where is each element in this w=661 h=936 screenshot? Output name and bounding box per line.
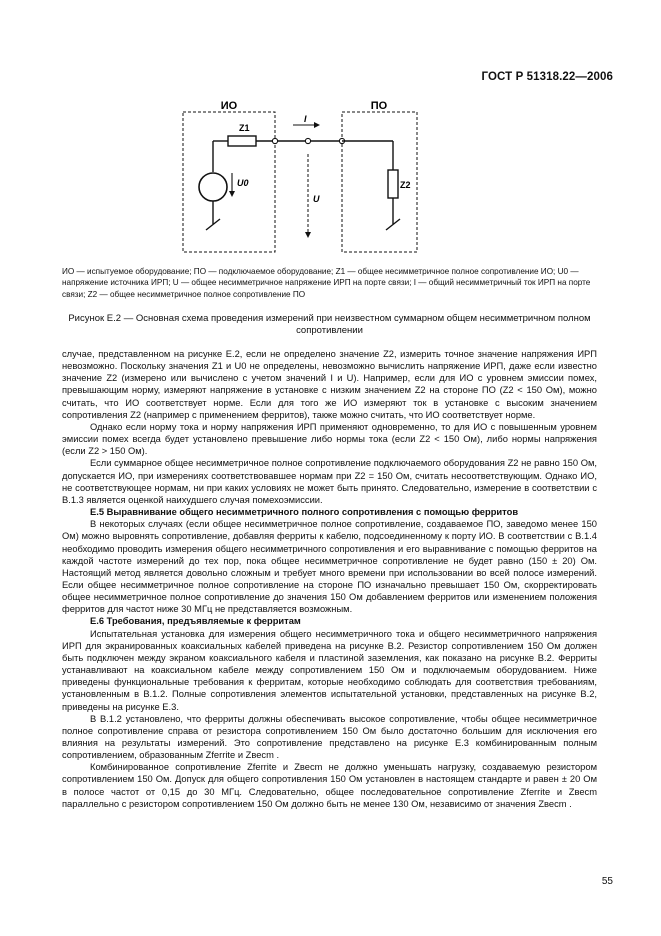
eut-label: ИО [220, 100, 238, 112]
z1-resistor [228, 136, 256, 146]
eut-box [183, 112, 275, 252]
source-symbol [199, 173, 227, 201]
u-label: U [313, 194, 320, 204]
z2-label: Z2 [400, 180, 411, 190]
figure-caption: Рисунок Е.2 — Основная схема проведения измерений при неизвестном суммарном общем несимметричном полном сопротивлении [68, 313, 591, 336]
u0-label: U0 [237, 178, 249, 188]
ae-label: ПО [370, 100, 388, 112]
figure-legend: ИО — испытуемое оборудование; ПО — подключаемое оборудование; Z1 — общее несимметричное полное сопротивление ИО; U0 — напряжение источника ИРП; U — общее несимметричное напряжение ИРП на порте связи; I — общий несимметричный ток ИРП на порте связи; Z2 — общее несимметричное полное сопротивление ПО [62, 267, 591, 299]
paragraph: В В.1.2 установлено, что ферриты должны обеспечивать высокое сопротивление, чтобы общее несимметричное полное сопротивление справа от резистора сопротивлением 150 Ом было достаточно большим для исключения его влияния на результаты измерений. Это сопротивление представлено на рисунке Е.3 комбинированным полным сопротивлением, образованным Zferrite и Zвесm . [62, 713, 597, 761]
section-heading-e6: Е.6 Требования, предъявляемые к ферритам [90, 616, 301, 627]
paragraph: случае, представленном на рисунке Е.2, если не определено значение Z2, измерить точное значение напряжения ИРП невозможно. Поскольку значения Z1 и U0 не определены, невозможно вычислить напряжение ИРП, даже если известно значение Z2 (измерено или вычислено с учетом значений I и U). Например, если для ИО с уровнем эмиссии помех, превышающим норму, измеряют напряжение в установке с низким значением Z2 на стороне ПО (Z2 < 150 Ом), можно считать, что ИО соответствует норме. Если для того же ИО измеряют ток в установке с высоким значением сопротивления Z2 (например с применением ферритов), также можно считать, что ИО соответствует норме. [62, 349, 597, 420]
section-heading-e5: Е.5 Выравнивание общего несимметричного полного сопротивления с помощью ферритов [90, 507, 519, 518]
z1-label: Z1 [239, 123, 250, 133]
body-text [62, 348, 597, 810]
paragraph: Комбинированное сопротивление Zferrite и Zвесm не должно уменьшать нагрузку, создаваемую резистором сопротивлением 150 Ом. Допуск для общего сопротивления 150 Ом установлен в настоящем стандарте и равен ± 20 Ом в полосе частот от 0,15 до 30 МГц. Следовательно, общее последовательное сопротивление Zferrite и Zвесm параллельно с резистором сопротивлением 150 Ом должно быть не менее 130 Ом, независимо от значения Zвесm . [62, 762, 597, 809]
paragraph: В некоторых случаях (если общее несимметричное полное сопротивление, создаваемое ПО, заведомо менее 150 Ом) можно выровнять сопротивление, добавляя ферриты к кабелю, подсоединенному к порту ИО. В соответствии с В.1.4 необходимо проводить измерения общего несимметричного сопротивления и его выравнивание с помощью ферритов на каждой частоте измерений до тех пор, пока общее несимметричное сопротивление не будет равно (150 ± 20) Ом. Настоящий метод является довольно сложным и требует много времени при использовании во всей полосе измерений. Если общее несимметричное полное сопротивление на стороне ПО изначально превышает 150 Ом, скорректировать общее несимметричное полное сопротивление до значения 150 Ом добавлением ферритов или изменением положения ферритов для частот ниже 30 МГц не представляется возможным. [62, 519, 597, 615]
z2-resistor [388, 170, 398, 198]
paragraph: Испытательная установка для измерения общего несимметричного тока и общего несимметричного напряжения ИРП для экранированных коаксиальных кабелей приведена на рисунке В.2. Резистор сопротивлением 150 Ом должен быть подключен между экраном коаксиального кабеля и пластиной заземления, как показано на рисунке В.2. Ферриты устанавливают на коаксиальном кабеле между сопротивлением 150 Ом и подключаемым оборудованием. Ниже приведены функциональные требования к ферритам, которые необходимо соблюдать для соответствия требованиям, установленным в В.1.2. Полные сопротивления элементов испытательной установки, представленных на рисунке В.2, приведены на рисунке Е.3. [62, 628, 597, 712]
paragraph: Однако если норму тока и норму напряжения ИРП применяют одновременно, то для ИО с повышенным уровнем эмиссии помех всегда будет установлено превышение либо нормы тока (если Z2 < 150 Ом), либо нормы напряжения (если Z2 > 150 Ом). [62, 421, 597, 457]
standard-header: ГОСТ Р 51318.22—2006 [481, 71, 613, 83]
circuit-figure [180, 98, 420, 258]
paragraph: Если суммарное общее несимметричное полное сопротивление подключаемого оборудования Z2 не равно 150 Ом, допускается ИО, при измерениях соответствовавшее нормам при Z2 = 150 Ом, считать несоответствующим. Однако ИО, не соответствующее нормам, ни при каких условиях не может быть принято. Следовательно, измерение в соответствии с В.1.3 является оценкой наихудшего случая помехоэмиссии. [62, 458, 597, 505]
page-number: 55 [601, 876, 613, 887]
current-label: I [304, 114, 307, 124]
